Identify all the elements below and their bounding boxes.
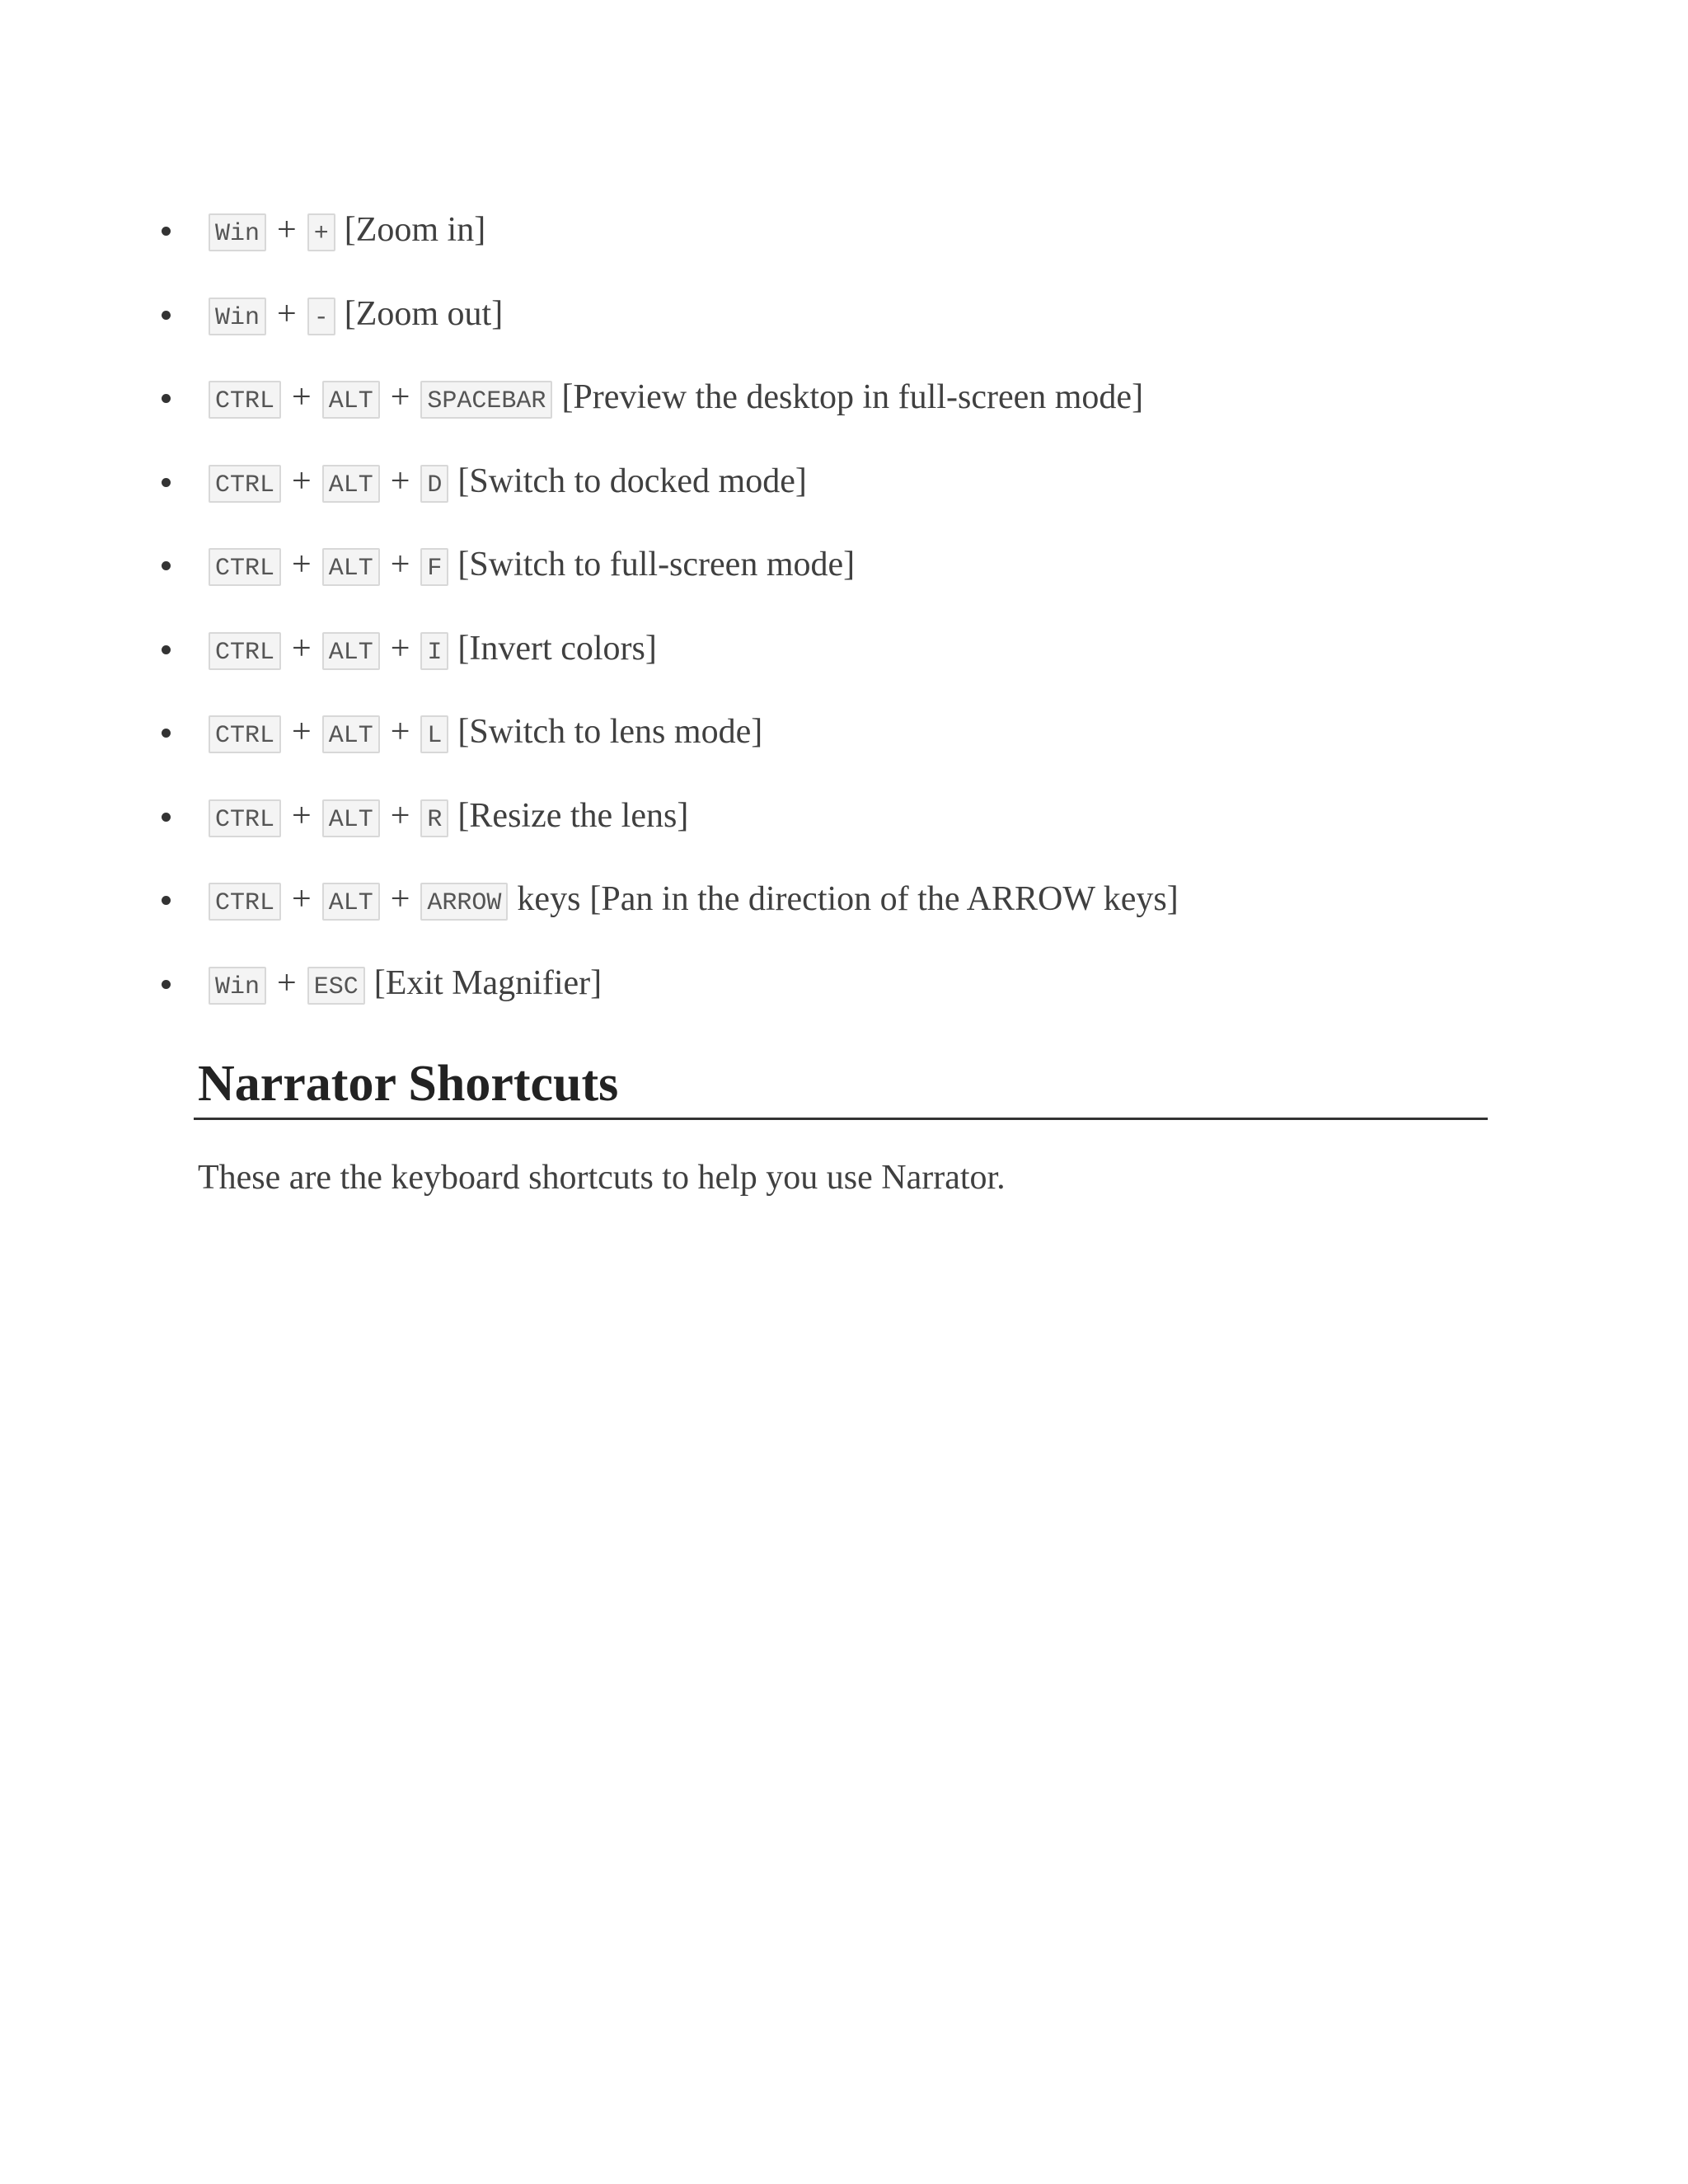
plus-sign: + (390, 880, 410, 918)
key-label: ALT (322, 883, 380, 921)
plus-sign: + (390, 546, 410, 583)
bullet-icon (162, 227, 171, 236)
shortcut-description: [Zoom out] (344, 294, 504, 333)
plus-sign: + (277, 963, 297, 1002)
magnifier-shortcut-list (157, 204, 1508, 1041)
key-label: I (420, 632, 448, 670)
plus-sign: + (390, 629, 410, 668)
plus-sign: + (292, 378, 312, 416)
key-label: D (420, 465, 448, 503)
plus-sign: + (292, 880, 312, 918)
key-label: CTRL (209, 632, 281, 670)
plus-sign: + (292, 462, 312, 500)
bullet-icon (162, 645, 171, 654)
list-item (157, 706, 1508, 790)
bullet-icon (162, 813, 171, 822)
bullet-icon (162, 561, 171, 570)
key-label: ALT (322, 799, 380, 837)
plus-sign: + (390, 378, 410, 416)
bullet-icon (162, 896, 171, 905)
plus-sign: + (277, 211, 297, 249)
list-item (157, 372, 1508, 456)
plus-sign: + (292, 713, 312, 751)
key-label: SPACEBAR (420, 381, 552, 419)
shortcut-description: [Exit Magnifier] (373, 963, 603, 1002)
list-item (157, 958, 1508, 1042)
key-label: ALT (322, 381, 380, 419)
key-label: R (420, 799, 448, 837)
key-label: CTRL (209, 465, 281, 503)
list-item (157, 456, 1508, 540)
bullet-icon (162, 394, 171, 403)
list-item (157, 874, 1508, 958)
list-item (157, 539, 1508, 623)
list-item (157, 790, 1508, 874)
plus-sign: + (292, 796, 312, 835)
plus-sign: + (277, 294, 297, 333)
shortcut-description: [Invert colors] (457, 629, 657, 668)
shortcut-description: [Switch to lens mode] (457, 713, 763, 751)
key-label: Win (209, 967, 266, 1005)
key-label: F (420, 548, 448, 586)
list-item (157, 623, 1508, 707)
key-label: ALT (322, 632, 380, 670)
key-label: ARROW (420, 883, 508, 921)
shortcut-description: [Zoom in] (344, 211, 486, 249)
shortcut-description: [Pan in the direction of the ARROW keys] (589, 880, 1179, 918)
key-label: CTRL (209, 799, 281, 837)
list-item (157, 288, 1508, 373)
key-label: Win (209, 298, 266, 335)
section-divider (194, 1118, 1488, 1120)
shortcut-description: [Preview the desktop in full-screen mode] (561, 378, 1144, 416)
narrator-section-intro: These are the keyboard shortcuts to help you use Narrator. (198, 1159, 1006, 1197)
key-label: - (307, 298, 335, 335)
key-label: L (420, 715, 448, 753)
key-label: Win (209, 213, 266, 251)
bullet-icon (162, 478, 171, 487)
key-label: CTRL (209, 548, 281, 586)
key-label: ESC (307, 967, 365, 1005)
bullet-icon (162, 980, 171, 989)
key-suffix: keys (517, 880, 581, 918)
key-label: CTRL (209, 883, 281, 921)
bullet-icon (162, 729, 171, 738)
key-label: ALT (322, 465, 380, 503)
shortcut-description: [Resize the lens] (457, 796, 689, 835)
key-label: ALT (322, 548, 380, 586)
narrator-section-title: Narrator Shortcuts (198, 1056, 619, 1112)
key-label: CTRL (209, 715, 281, 753)
key-label: + (307, 213, 335, 251)
plus-sign: + (292, 629, 312, 668)
shortcut-description: [Switch to docked mode] (457, 462, 807, 500)
plus-sign: + (390, 796, 410, 835)
key-label: ALT (322, 715, 380, 753)
plus-sign: + (292, 546, 312, 583)
plus-sign: + (390, 462, 410, 500)
key-label: CTRL (209, 381, 281, 419)
list-item (157, 204, 1508, 288)
bullet-icon (162, 311, 171, 320)
plus-sign: + (390, 713, 410, 751)
shortcut-description: [Switch to full-screen mode] (457, 546, 856, 583)
